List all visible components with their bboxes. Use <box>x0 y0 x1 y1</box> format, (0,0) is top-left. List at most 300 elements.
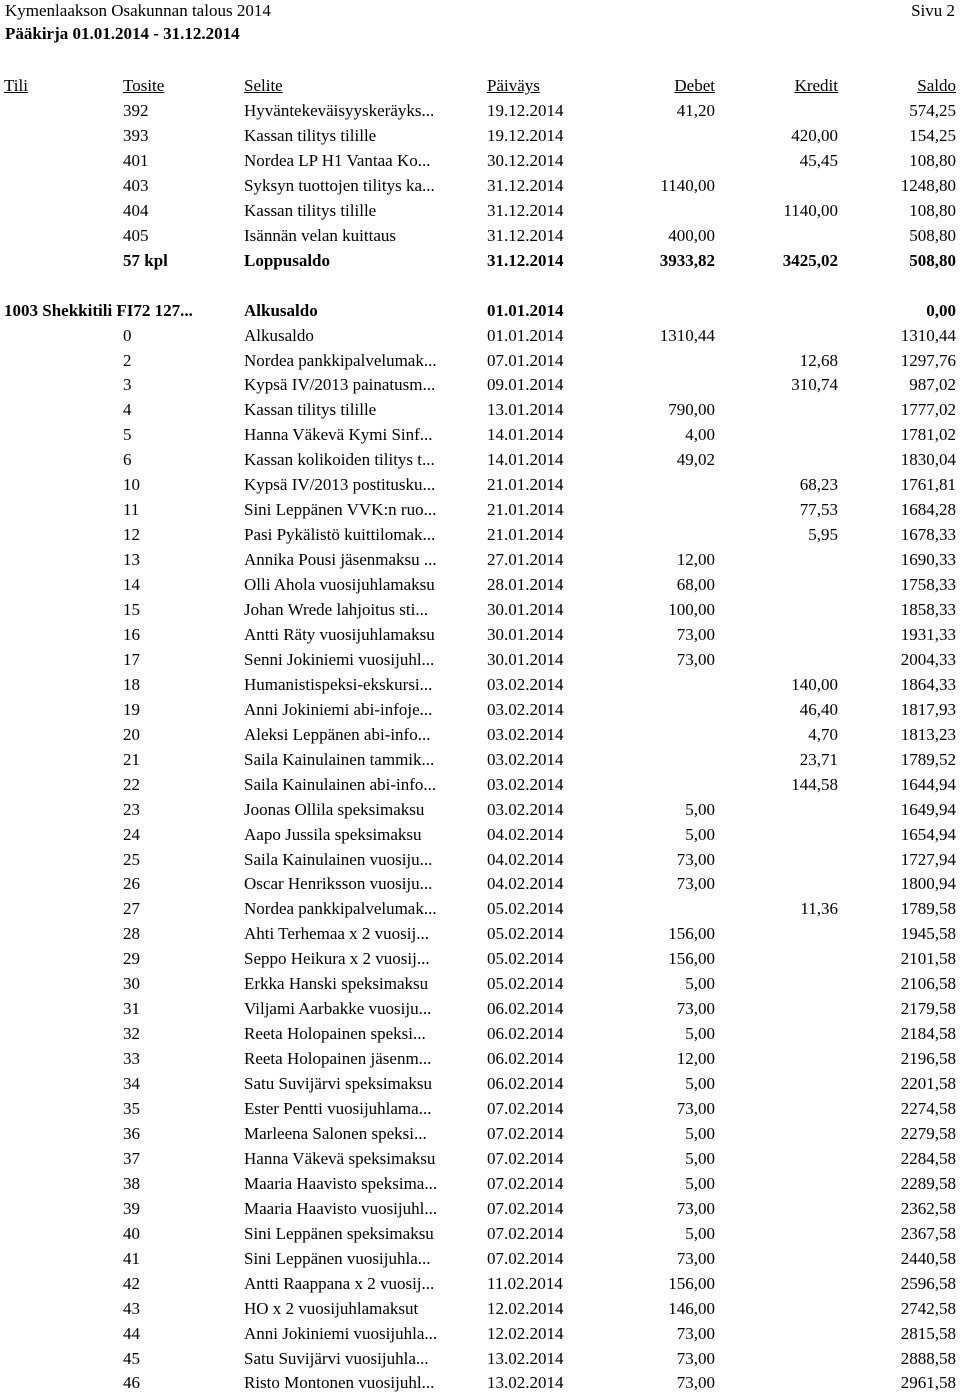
cell-saldo: 1297,76 <box>900 350 956 370</box>
table-row <box>0 1296 960 1321</box>
cell-paivays: 06.02.2014 <box>487 999 564 1019</box>
col-header-kredit: Kredit <box>794 76 838 95</box>
cell-kredit: 420,00 <box>791 125 838 145</box>
cell-tosite: 20 <box>123 724 140 744</box>
cell-saldo: 1248,80 <box>900 175 956 195</box>
cell-saldo: 1684,28 <box>900 500 956 520</box>
cell-saldo: 2106,58 <box>900 974 956 994</box>
cell-tosite: 39 <box>123 1198 140 1218</box>
cell-tosite: 404 <box>123 200 149 220</box>
col-header-saldo: Saldo <box>917 76 956 95</box>
cell-debet: 73,00 <box>676 1323 715 1343</box>
cell-debet: 790,00 <box>668 400 715 420</box>
cell-tosite: 45 <box>123 1348 140 1368</box>
cell-paivays: 30.01.2014 <box>487 624 564 644</box>
cell-paivays: 21.01.2014 <box>487 500 564 520</box>
cell-debet: 5,00 <box>685 1148 715 1168</box>
cell-tosite: 401 <box>123 150 149 170</box>
cell-selite: Isännän velan kuittaus <box>244 225 397 245</box>
cell-paivays: 07.02.2014 <box>487 1099 564 1118</box>
cell-debet: 156,00 <box>668 949 715 969</box>
cell-debet: 73,00 <box>676 624 715 644</box>
cell-paivays: 31.12.2014 <box>487 175 564 195</box>
cell-paivays: 12.02.2014 <box>487 1323 564 1343</box>
cell-tili: 1003 Shekkitili FI72 127... <box>4 300 193 320</box>
cell-tosite: 30 <box>123 974 140 994</box>
cell-selite: Alkusaldo <box>244 300 318 320</box>
cell-paivays: 01.01.2014 <box>487 300 564 320</box>
cell-saldo: 1817,93 <box>900 699 956 719</box>
cell-saldo: 2596,58 <box>900 1273 956 1293</box>
cell-saldo: 2815,58 <box>900 1323 956 1343</box>
cell-saldo: 1690,33 <box>900 550 956 570</box>
cell-saldo: 1727,94 <box>900 849 956 869</box>
cell-tosite: 31 <box>123 999 140 1019</box>
cell-paivays: 13.02.2014 <box>487 1348 564 1368</box>
table-row <box>0 722 960 747</box>
table-row <box>0 1196 960 1221</box>
cell-paivays: 06.02.2014 <box>487 1049 564 1069</box>
cell-selite: Loppusaldo <box>244 250 330 270</box>
cell-selite: Erkka Hanski speksimaksu <box>244 974 429 994</box>
cell-debet: 73,00 <box>676 849 715 869</box>
table-row <box>0 797 960 822</box>
table-row <box>0 1146 960 1171</box>
cell-kredit: 5,95 <box>808 525 838 545</box>
cell-debet: 5,00 <box>685 824 715 844</box>
cell-paivays: 31.12.2014 <box>487 225 564 245</box>
cell-selite: Hanna Väkevä speksimaksu <box>244 1148 436 1168</box>
cell-saldo: 2196,58 <box>900 1049 956 1069</box>
cell-paivays: 30.01.2014 <box>487 649 564 669</box>
table-row <box>0 123 960 148</box>
account-opening-row <box>0 298 960 323</box>
cell-paivays: 28.01.2014 <box>487 575 564 595</box>
cell-selite: Hanna Väkevä Kymi Sinf... <box>244 425 433 445</box>
cell-kredit: 11,36 <box>800 899 838 919</box>
cell-tosite: 393 <box>123 125 149 145</box>
cell-saldo: 1761,81 <box>900 475 956 495</box>
cell-selite: Saila Kainulainen abi-info... <box>244 774 437 794</box>
cell-tosite: 36 <box>123 1123 140 1143</box>
cell-debet: 156,00 <box>668 1273 715 1293</box>
table-row <box>0 497 960 522</box>
cell-paivays: 07.02.2014 <box>487 1173 564 1193</box>
cell-paivays: 07.02.2014 <box>487 1148 564 1168</box>
cell-selite: Satu Suvijärvi vuosijuhla... <box>244 1348 429 1368</box>
cell-debet: 4,00 <box>685 425 715 445</box>
cell-tosite: 3 <box>123 375 132 395</box>
cell-selite: Anni Jokiniemi vuosijuhla... <box>244 1323 438 1343</box>
cell-paivays: 14.01.2014 <box>487 450 564 470</box>
cell-paivays: 21.01.2014 <box>487 475 564 495</box>
cell-selite: Satu Suvijärvi speksimaksu <box>244 1074 432 1094</box>
cell-paivays: 04.02.2014 <box>487 849 564 869</box>
table-row <box>0 921 960 946</box>
cell-debet: 73,00 <box>676 999 715 1019</box>
table-row <box>0 348 960 373</box>
cell-paivays: 04.02.2014 <box>487 874 564 894</box>
table-row <box>0 572 960 597</box>
cell-saldo: 2004,33 <box>900 649 956 669</box>
cell-paivays: 03.02.2014 <box>487 674 564 694</box>
cell-saldo: 154,25 <box>909 125 956 145</box>
cell-saldo: 1310,44 <box>900 325 956 345</box>
cell-selite: Senni Jokiniemi vuosijuhl... <box>244 649 435 669</box>
cell-tosite: 42 <box>123 1273 140 1293</box>
table-row <box>0 946 960 971</box>
cell-selite: Viljami Aarbakke vuosiju... <box>244 999 432 1019</box>
cell-tosite: 14 <box>123 575 140 595</box>
table-row <box>0 597 960 622</box>
cell-paivays: 06.02.2014 <box>487 1024 564 1044</box>
col-header-tili: Tili <box>4 76 28 95</box>
cell-selite: Antti Räty vuosijuhlamaksu <box>244 624 435 644</box>
cell-saldo: 2201,58 <box>900 1074 956 1094</box>
cell-paivays: 05.02.2014 <box>487 924 564 944</box>
cell-selite: Reeta Holopainen jäsenm... <box>244 1049 432 1069</box>
cell-debet: 5,00 <box>685 1223 715 1243</box>
cell-paivays: 31.12.2014 <box>487 200 564 220</box>
cell-selite: Hyväntekeväisyyskeräyks... <box>244 101 435 120</box>
cell-saldo: 1789,58 <box>900 899 956 919</box>
col-header-paivays: Päiväys <box>487 76 540 95</box>
cell-paivays: 03.02.2014 <box>487 774 564 794</box>
cell-tosite: 22 <box>123 774 140 794</box>
cell-selite: Nordea pankkipalvelumak... <box>244 350 437 370</box>
cell-saldo: 0,00 <box>926 300 956 320</box>
cell-tosite: 44 <box>123 1323 140 1343</box>
cell-tosite: 4 <box>123 400 132 420</box>
cell-saldo: 2961,58 <box>900 1373 956 1393</box>
cell-selite: Risto Montonen vuosijuhl... <box>244 1373 435 1393</box>
table-row <box>0 397 960 422</box>
cell-selite: Nordea pankkipalvelumak... <box>244 899 437 919</box>
cell-selite: Oscar Henriksson vuosiju... <box>244 874 433 894</box>
cell-saldo: 1800,94 <box>900 874 956 894</box>
table-row <box>0 772 960 797</box>
cell-debet: 73,00 <box>676 649 715 669</box>
cell-kredit: 12,68 <box>799 350 838 370</box>
cell-tosite: 26 <box>123 874 140 894</box>
cell-tosite: 12 <box>123 525 140 545</box>
cell-tosite: 35 <box>123 1099 140 1118</box>
cell-selite: Olli Ahola vuosijuhlamaksu <box>244 575 435 595</box>
cell-selite: Antti Raappana x 2 vuosij... <box>244 1273 435 1293</box>
cell-selite: Syksyn tuottojen tilitys ka... <box>244 175 435 195</box>
cell-saldo: 1813,23 <box>900 724 956 744</box>
table-row <box>0 697 960 722</box>
cell-debet: 73,00 <box>676 1099 715 1118</box>
report-subtitle: Pääkirja 01.01.2014 - 31.12.2014 <box>5 24 240 43</box>
cell-saldo: 2362,58 <box>900 1198 956 1218</box>
cell-paivays: 27.01.2014 <box>487 550 564 570</box>
cell-saldo: 108,80 <box>909 200 956 220</box>
cell-tosite: 16 <box>123 624 140 644</box>
table-row <box>0 1346 960 1371</box>
cell-tosite: 21 <box>123 749 140 769</box>
table-row <box>0 1246 960 1271</box>
cell-kredit: 4,70 <box>808 724 838 744</box>
table-row <box>0 422 960 447</box>
cell-paivays: 30.01.2014 <box>487 600 564 619</box>
cell-tosite: 17 <box>123 649 140 669</box>
cell-paivays: 01.01.2014 <box>487 325 564 345</box>
cell-saldo: 2279,58 <box>900 1123 956 1143</box>
cell-selite: Alkusaldo <box>244 325 314 345</box>
cell-tosite: 11 <box>123 500 140 520</box>
table-row <box>0 1071 960 1096</box>
cell-tosite: 40 <box>123 1223 140 1243</box>
cell-tosite: 25 <box>123 849 140 869</box>
column-header-row <box>0 73 960 98</box>
cell-tosite: 33 <box>123 1049 140 1069</box>
cell-debet: 5,00 <box>685 974 715 994</box>
cell-selite: Aleksi Leppänen abi-info... <box>244 724 431 744</box>
cell-saldo: 1789,52 <box>900 749 956 769</box>
cell-paivays: 14.01.2014 <box>487 425 564 445</box>
cell-debet: 100,00 <box>668 600 715 619</box>
cell-tosite: 46 <box>123 1373 140 1393</box>
cell-selite: Kassan tilitys tilille <box>244 400 377 420</box>
cell-tosite: 38 <box>123 1173 140 1193</box>
cell-saldo: 2179,58 <box>900 999 956 1019</box>
cell-debet: 73,00 <box>676 1348 715 1368</box>
cell-debet: 146,00 <box>668 1298 715 1318</box>
cell-selite: Marleena Salonen speksi... <box>244 1123 427 1143</box>
cell-tosite: 392 <box>123 101 149 120</box>
cell-saldo: 1654,94 <box>900 824 956 844</box>
summary-row <box>0 248 960 273</box>
table-row <box>0 323 960 348</box>
cell-tosite: 28 <box>123 924 140 944</box>
cell-paivays: 06.02.2014 <box>487 1074 564 1094</box>
cell-tosite: 37 <box>123 1148 140 1168</box>
cell-paivays: 03.02.2014 <box>487 699 564 719</box>
table-row <box>0 98 960 123</box>
cell-kredit: 23,71 <box>799 749 838 769</box>
table-row <box>0 747 960 772</box>
cell-debet: 3933,82 <box>659 250 715 270</box>
table-row <box>0 647 960 672</box>
cell-debet: 12,00 <box>676 1049 715 1069</box>
table-row <box>0 1046 960 1071</box>
cell-selite: Kypsä IV/2013 postitusku... <box>244 475 436 495</box>
col-header-selite: Selite <box>244 76 283 95</box>
table-row <box>0 822 960 847</box>
cell-selite: Aapo Jussila speksimaksu <box>244 824 422 844</box>
table-row <box>0 971 960 996</box>
col-header-tosite: Tosite <box>123 76 165 95</box>
report-title: Kymenlaakson Osakunnan talous 2014 <box>5 1 271 20</box>
cell-tosite: 34 <box>123 1074 140 1094</box>
cell-saldo: 508,80 <box>909 225 956 245</box>
table-row <box>0 871 960 896</box>
cell-selite: Ester Pentti vuosijuhlama... <box>244 1099 432 1118</box>
cell-paivays: 03.02.2014 <box>487 749 564 769</box>
cell-debet: 1140,00 <box>660 175 715 195</box>
cell-selite: Anni Jokiniemi abi-infoje... <box>244 699 433 719</box>
table-row <box>0 372 960 397</box>
cell-kredit: 140,00 <box>791 674 838 694</box>
cell-saldo: 1758,33 <box>900 575 956 595</box>
cell-saldo: 1678,33 <box>900 525 956 545</box>
cell-selite: Sini Leppänen vuosijuhla... <box>244 1248 431 1268</box>
cell-debet: 1310,44 <box>659 325 715 345</box>
table-row <box>0 672 960 697</box>
cell-debet: 68,00 <box>676 575 715 595</box>
cell-saldo: 2742,58 <box>900 1298 956 1318</box>
cell-paivays: 03.02.2014 <box>487 724 564 744</box>
cell-kredit: 77,53 <box>799 500 838 520</box>
cell-kredit: 144,58 <box>791 774 838 794</box>
cell-selite: Kassan kolikoiden tilitys t... <box>244 450 435 470</box>
page-number: Sivu 2 <box>911 1 955 20</box>
cell-selite: Joonas Ollila speksimaksu <box>244 799 425 819</box>
table-row <box>0 547 960 572</box>
cell-saldo: 1931,33 <box>900 624 956 644</box>
cell-saldo: 2184,58 <box>900 1024 956 1044</box>
cell-saldo: 2367,58 <box>900 1223 956 1243</box>
cell-tosite: 57 kpl <box>123 250 168 270</box>
table-row <box>0 622 960 647</box>
cell-saldo: 2101,58 <box>900 949 956 969</box>
cell-debet: 5,00 <box>685 1173 715 1193</box>
cell-tosite: 0 <box>123 325 132 345</box>
cell-saldo: 2284,58 <box>900 1148 956 1168</box>
table-row <box>0 1171 960 1196</box>
cell-tosite: 405 <box>123 225 149 245</box>
table-row <box>0 896 960 921</box>
cell-kredit: 3425,02 <box>782 250 838 270</box>
cell-debet: 5,00 <box>685 1024 715 1044</box>
cell-selite: Pasi Pykälistö kuittilomak... <box>244 525 436 545</box>
cell-paivays: 12.02.2014 <box>487 1298 564 1318</box>
cell-paivays: 31.12.2014 <box>487 250 564 270</box>
cell-paivays: 04.02.2014 <box>487 824 564 844</box>
cell-tosite: 5 <box>123 425 132 445</box>
cell-debet: 73,00 <box>676 1198 715 1218</box>
cell-saldo: 1830,04 <box>900 450 956 470</box>
cell-paivays: 19.12.2014 <box>487 125 564 145</box>
table-row <box>0 996 960 1021</box>
cell-saldo: 508,80 <box>909 250 956 270</box>
table-row <box>0 1096 960 1121</box>
table-row <box>0 1021 960 1046</box>
cell-debet: 156,00 <box>668 924 715 944</box>
cell-debet: 49,02 <box>676 450 715 470</box>
cell-tosite: 18 <box>123 674 140 694</box>
cell-selite: Reeta Holopainen speksi... <box>244 1024 426 1044</box>
cell-kredit: 68,23 <box>799 475 838 495</box>
cell-debet: 73,00 <box>676 1373 715 1393</box>
cell-debet: 12,00 <box>676 550 715 570</box>
table-row <box>0 223 960 248</box>
cell-selite: Johan Wrede lahjoitus sti... <box>244 600 429 619</box>
table-row <box>0 522 960 547</box>
cell-paivays: 05.02.2014 <box>487 974 564 994</box>
cell-saldo: 1864,33 <box>900 674 956 694</box>
cell-paivays: 13.02.2014 <box>487 1373 564 1393</box>
cell-saldo: 1945,58 <box>900 924 956 944</box>
cell-debet: 73,00 <box>676 874 715 894</box>
cell-selite: Nordea LP H1 Vantaa Ko... <box>244 150 431 170</box>
cell-paivays: 07.02.2014 <box>487 1248 564 1268</box>
cell-saldo: 1644,94 <box>900 774 956 794</box>
cell-paivays: 05.02.2014 <box>487 949 564 969</box>
cell-saldo: 987,02 <box>909 375 956 395</box>
cell-paivays: 11.02.2014 <box>487 1273 563 1293</box>
cell-selite: Sini Leppänen speksimaksu <box>244 1223 434 1243</box>
cell-paivays: 09.01.2014 <box>487 375 564 395</box>
cell-selite: Sini Leppänen VVK:n ruo... <box>244 500 437 520</box>
cell-tosite: 19 <box>123 699 140 719</box>
table-row <box>0 1370 960 1395</box>
cell-paivays: 13.01.2014 <box>487 400 564 420</box>
col-header-debet: Debet <box>674 76 715 95</box>
table-row <box>0 198 960 223</box>
cell-kredit: 46,40 <box>799 699 838 719</box>
table-row <box>0 1221 960 1246</box>
cell-selite: Maaria Haavisto vuosijuhl... <box>244 1198 438 1218</box>
cell-selite: Maaria Haavisto speksima... <box>244 1173 438 1193</box>
cell-tosite: 43 <box>123 1298 140 1318</box>
table-row <box>0 173 960 198</box>
cell-selite: Kassan tilitys tilille <box>244 125 377 145</box>
cell-saldo: 108,80 <box>909 150 956 170</box>
cell-paivays: 30.12.2014 <box>487 150 564 170</box>
table-row <box>0 1121 960 1146</box>
table-row <box>0 148 960 173</box>
cell-selite: Saila Kainulainen vuosiju... <box>244 849 433 869</box>
cell-tosite: 15 <box>123 600 140 619</box>
cell-saldo: 574,25 <box>909 101 956 120</box>
cell-paivays: 07.02.2014 <box>487 1198 564 1218</box>
cell-saldo: 2888,58 <box>900 1348 956 1368</box>
cell-selite: Seppo Heikura x 2 vuosij... <box>244 949 430 969</box>
cell-paivays: 07.02.2014 <box>487 1123 564 1143</box>
cell-paivays: 05.02.2014 <box>487 899 564 919</box>
cell-tosite: 403 <box>123 175 149 195</box>
cell-tosite: 27 <box>123 899 140 919</box>
cell-kredit: 1140,00 <box>783 200 838 220</box>
cell-paivays: 21.01.2014 <box>487 525 564 545</box>
table-row <box>0 1321 960 1346</box>
cell-tosite: 2 <box>123 350 132 370</box>
cell-saldo: 2289,58 <box>900 1173 956 1193</box>
cell-paivays: 19.12.2014 <box>487 101 564 120</box>
cell-paivays: 07.02.2014 <box>487 1223 564 1243</box>
cell-saldo: 2274,58 <box>900 1099 956 1118</box>
cell-debet: 5,00 <box>685 1074 715 1094</box>
cell-paivays: 03.02.2014 <box>487 799 564 819</box>
cell-selite: Saila Kainulainen tammik... <box>244 749 435 769</box>
cell-tosite: 41 <box>123 1248 140 1268</box>
cell-debet: 73,00 <box>676 1248 715 1268</box>
cell-tosite: 23 <box>123 799 140 819</box>
cell-saldo: 1781,02 <box>900 425 956 445</box>
table-row <box>0 472 960 497</box>
table-row <box>0 847 960 872</box>
cell-saldo: 1858,33 <box>900 600 956 619</box>
cell-tosite: 29 <box>123 949 140 969</box>
cell-saldo: 2440,58 <box>900 1248 956 1268</box>
cell-debet: 5,00 <box>685 799 715 819</box>
cell-kredit: 310,74 <box>791 375 838 395</box>
cell-tosite: 10 <box>123 475 140 495</box>
table-row <box>0 447 960 472</box>
cell-debet: 41,20 <box>676 101 715 120</box>
